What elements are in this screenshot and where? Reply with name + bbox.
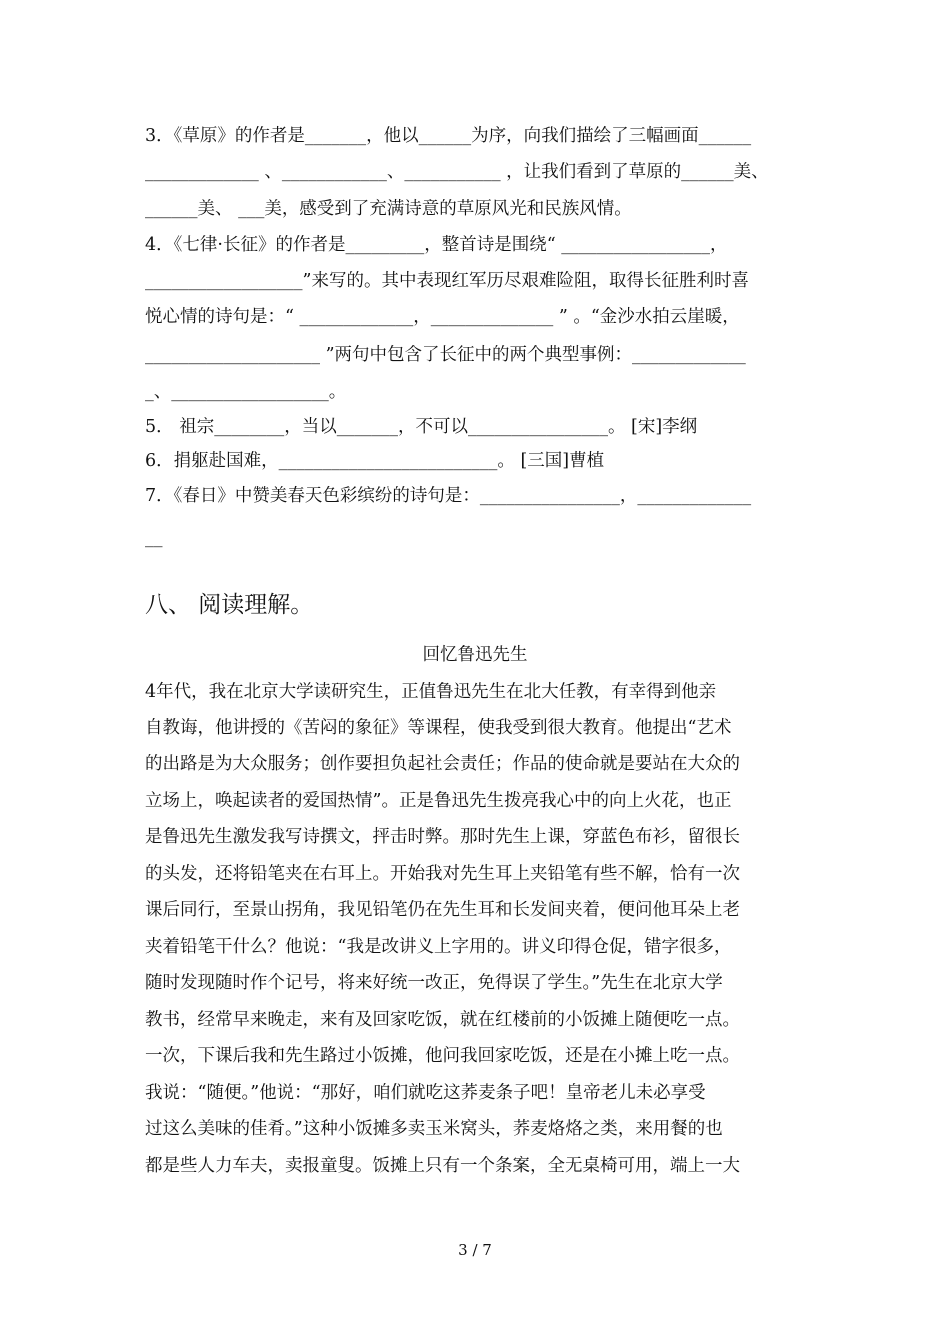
passage-line: 一次，下课后我和先生路过小饭摊，他问我回家吃饭，还是在小摊上吃一点。 bbox=[145, 1046, 740, 1066]
page-number: 3 / 7 bbox=[458, 1241, 492, 1259]
passage-line: 4年代，我在北京大学读研究生，正值鲁迅先生在北大任教，有幸得到他亲 bbox=[145, 682, 717, 702]
question-4-line-3: 悦心情的诗句是：“ _____________，______________ ” 。“金沙水拍云崖暖， bbox=[145, 307, 740, 327]
passage-line: 我说：“随便。”他说：“那好，咱们就吃这荞麦条子吧！皇帝老儿未必享受 bbox=[145, 1083, 706, 1103]
passage-line: 夹着铅笔干什么？他说：“我是改讲义上字用的。讲义印得仓促，错字很多， bbox=[145, 937, 732, 957]
question-5: 5． 祖宗________，当以_______，不可以________________。 [宋]李纲 bbox=[145, 417, 698, 437]
passage-title: 回忆鲁迅先生 bbox=[422, 645, 528, 665]
passage-line: 立场上，唤起读者的爱国热情”。正是鲁迅先生拨亮我心中的向上火花，也正 bbox=[145, 791, 732, 811]
passage-line: 随时发现随时作个记号，将来好统一改正，免得误了学生。”先生在北京大学 bbox=[145, 973, 723, 993]
question-4-line-2: __________________”来写的。其中表现红军历尽艰难险阻，取得长征胜利时喜 bbox=[145, 271, 749, 291]
passage-line: 是鲁迅先生激发我写诗撰文，抨击时弊。那时先生上课，穿蓝色布衫，留很长 bbox=[145, 827, 740, 847]
question-3-line-1: 3．《草原》的作者是_______，他以______为序，向我们描绘了三幅画面______ bbox=[145, 126, 752, 146]
passage-line: 过这么美味的佳肴。”这种小饭摊多卖玉米窝头，荞麦烙烙之类，来用餐的也 bbox=[145, 1119, 723, 1139]
question-7-line-2: __ bbox=[145, 528, 163, 548]
question-4-line-1: 4．《七律·长征》的作者是_________，整首诗是围绕“ _________________， bbox=[145, 235, 728, 255]
question-4-line-5: _、__________________。 bbox=[145, 382, 347, 402]
question-7-line-1: 7．《春日》中赞美春天色彩缤纷的诗句是：________________，_____________ bbox=[145, 486, 752, 506]
question-3-line-3: ______美、 ___美，感受到了充满诗意的草原风光和民族风情。 bbox=[145, 199, 632, 219]
question-6: 6．捐躯赴国难，_________________________。 [三国]曹植 bbox=[145, 451, 605, 471]
passage-line: 自教诲，他讲授的《苦闷的象征》等课程，使我受到很大教育。他提出“艺术 bbox=[145, 718, 732, 738]
question-3-line-2: _____________ 、____________、___________ ，让我们看到了草原的______美、 bbox=[145, 162, 769, 182]
passage-line: 教书，经常早来晚走，来有及回家吃饭，就在红楼前的小饭摊上随便吃一点。 bbox=[145, 1010, 740, 1030]
passage-line: 课后同行，至景山拐角，我见铅笔仍在先生耳和长发间夹着，便问他耳朵上老 bbox=[145, 900, 740, 920]
passage-line: 都是些人力车夫，卖报童叟。饭摊上只有一个条案，全无桌椅可用，端上一大 bbox=[145, 1156, 740, 1176]
question-4-line-4: ____________________ ”两句中包含了长征中的两个典型事例：_____________ bbox=[145, 345, 746, 365]
passage-line: 的出路是为大众服务；创作要担负起社会责任；作品的使命就是要站在大众的 bbox=[145, 754, 740, 774]
passage-line: 的头发，还将铅笔夹在右耳上。开始我对先生耳上夹铅笔有些不解，恰有一次 bbox=[145, 864, 740, 884]
section-heading: 八、 阅读理解。 bbox=[145, 592, 314, 618]
